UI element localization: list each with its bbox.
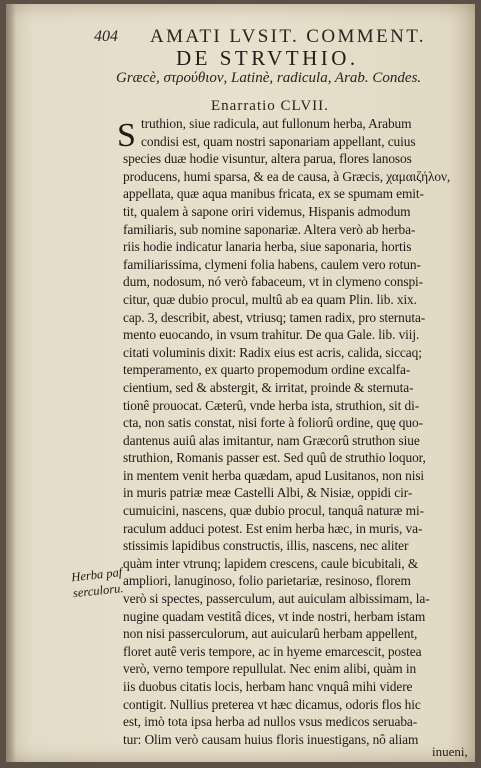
margin-note <box>71 563 138 602</box>
text-line: ampliori, lanuginoso, folio parietariæ, resinoso, florem <box>123 573 411 589</box>
text-line: in muris patriæ meæ Castelli Albi, & Nisiæ, oppidi cir- <box>123 485 413 501</box>
book-page <box>6 4 475 762</box>
text-line: raculum adduci potest. Est enim herba hæc, in muris, va- <box>123 520 423 536</box>
text-line: condisi est, quam nostri saponariam appellant, cuius <box>141 133 416 149</box>
text-line: riis hodie indicatur lanaria herba, siue saponaria, hortis <box>123 239 412 255</box>
text-line: nugine quadam vestitâ dices, vt inde nostri, herbam istam <box>123 608 426 624</box>
text-line: verò si spectes, passerculum, aut auiculam albissimam, la- <box>123 591 430 607</box>
text-line: stissimis lapidibus constructis, illis, nascens, nec aliter <box>123 538 409 554</box>
text-line: citur, quæ dubio procul, multû ab ea quam Plin. lib. xix. <box>123 291 417 307</box>
text-line: tit, qualem à sapone oriri videmus, Hispanis admodum <box>123 203 411 219</box>
margin-note-line: serculoru. <box>72 581 125 601</box>
text-line: struthion, Romanis passer est. Sed quû de struthio loquor, <box>123 450 426 466</box>
text-line: familiaris, sub nomine saponariæ. Altera verò ab herba- <box>123 221 416 237</box>
text-line: producens, humi sparsa, & ea de causa, à Græcis, χαμαιζήλον, <box>123 168 451 184</box>
chapter-subtitle: Græcè, στρούθιον, Latinè, radicula, Arab. Condes. <box>116 70 422 86</box>
text-line: cumuicini, nascens, quæ dubio procul, tanquâ naturæ mi- <box>123 503 424 519</box>
enarratio-heading: Enarratio CLVII. <box>211 98 329 114</box>
catchword: inueni, <box>432 744 468 759</box>
text-line: est, imò tota ipsa herba ad nullos vsus medicos seruaba- <box>123 714 418 730</box>
text-line: cap. 3, describit, abest, vtriusq; tamen radix, pro sternuta- <box>123 309 426 325</box>
body-text <box>117 115 468 748</box>
text-line: contigit. Nullius preterea vt hæc dicamus, odoris flos hic <box>123 696 421 712</box>
margin-note-line: Herba paf <box>70 565 123 585</box>
text-line: floret autê veris tempore, ac in hyeme emarcescit, postea <box>123 643 422 659</box>
text-line: non nisi passerculorum, aut auicularû herbam appellent, <box>123 626 418 642</box>
page-gutter-shadow <box>6 4 16 762</box>
text-line: familiarissima, clymeni folia habens, caulem vero rotun- <box>123 256 421 272</box>
text-line: in mentem venit herba quædam, apud Lusitanos, non nisi <box>123 467 425 483</box>
text-line: cta, non satis constat, nisi forte à foliorû ordine, quę quo- <box>123 415 423 431</box>
text-line: dum, nodosum, nó verò fabaceum, vt in clymeno conspi- <box>123 274 424 290</box>
page-number: 404 <box>94 28 118 45</box>
text-line: cientium, sed & abstergit, & irritat, proinde & sternuta- <box>123 379 414 395</box>
text-line: mento euocando, in vsum trahitur. De qua Gale. lib. viij. <box>123 327 420 343</box>
text-line: tur: Olim verò causam huius floris inuestigans, nô aliam <box>123 731 419 747</box>
text-line: species duæ hodie visuntur, altera parua, flores lanosos <box>123 151 412 167</box>
running-head: AMATI LVSIT. COMMENT. <box>150 26 426 47</box>
text-line: verò, verno tempore repullulat. Nec enim alibi, quàm in <box>123 661 417 677</box>
text-line: truthion, siue radicula, aut fullonum herba, Arabum <box>141 116 412 131</box>
text-line: tionê prouocat. Cæterû, vnde herba ista, struthion, sit di- <box>123 397 420 413</box>
text-line: temperamento, ex quarto propemodum ordine excalfa- <box>123 362 411 378</box>
text-line: dantenus auiû alas imitantur, nam Græcorû struthon siue <box>123 432 420 448</box>
text-line: appellata, quæ aqua manibus fricata, ex se spumam emit- <box>123 186 424 202</box>
drop-cap: S <box>117 117 136 154</box>
text-line: iis duobus citatis locis, herbam hanc vnquâ mihi videre <box>123 679 413 694</box>
text-line: citati voluminis dixit: Radix eius est acris, calida, siccaq; <box>123 344 422 360</box>
text-line: quàm inter vtrunq; lapidem crescens, caule bicubitali, & <box>123 555 419 571</box>
page-header <box>94 26 460 48</box>
chapter-title: DE STRVTHIO. <box>176 46 359 70</box>
